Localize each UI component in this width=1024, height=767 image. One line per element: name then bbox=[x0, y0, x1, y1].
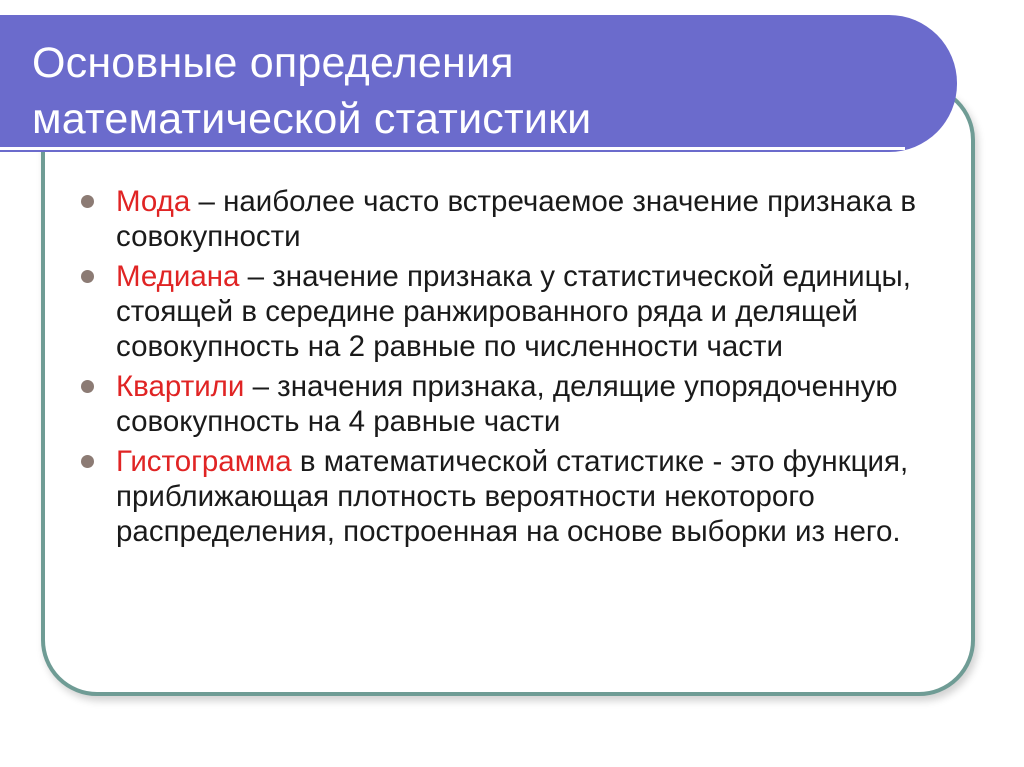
term-quartiles: Квартили bbox=[116, 370, 245, 403]
definition-item-histogram bbox=[78, 444, 918, 549]
term-median: Медиана bbox=[116, 260, 240, 293]
definition-item-quartiles bbox=[78, 369, 918, 439]
definition-median: – значение признака у статистической единицы, стоящей в середине ранжированного ряда и делящей совокупность на 2 равные по численности части bbox=[116, 260, 911, 363]
definition-histogram: в математической статистике - это функция, приближающая плотность вероятности некоторого распределения, построенная на основе выборки из него. bbox=[116, 445, 909, 548]
term-mode: Мода bbox=[116, 185, 191, 218]
bullet-dot-icon bbox=[81, 380, 94, 393]
definition-item-mode bbox=[78, 184, 918, 254]
bullet-dot-icon bbox=[81, 270, 94, 283]
definition-quartiles: – значения признака, делящие упорядоченную совокупность на 4 равные части bbox=[116, 370, 898, 438]
definition-item-median bbox=[78, 259, 918, 364]
definition-list bbox=[78, 184, 918, 554]
title-line-2: математической статистики bbox=[32, 95, 592, 143]
title-underline bbox=[0, 147, 905, 150]
slide-title bbox=[32, 35, 591, 147]
term-histogram: Гистограмма bbox=[116, 445, 292, 478]
title-line-1: Основные определения bbox=[32, 39, 514, 87]
definition-mode: – наиболее часто встречаемое значение признака в совокупности bbox=[116, 185, 916, 253]
bullet-dot-icon bbox=[81, 195, 94, 208]
title-bar bbox=[0, 15, 957, 152]
bullet-dot-icon bbox=[81, 455, 94, 468]
